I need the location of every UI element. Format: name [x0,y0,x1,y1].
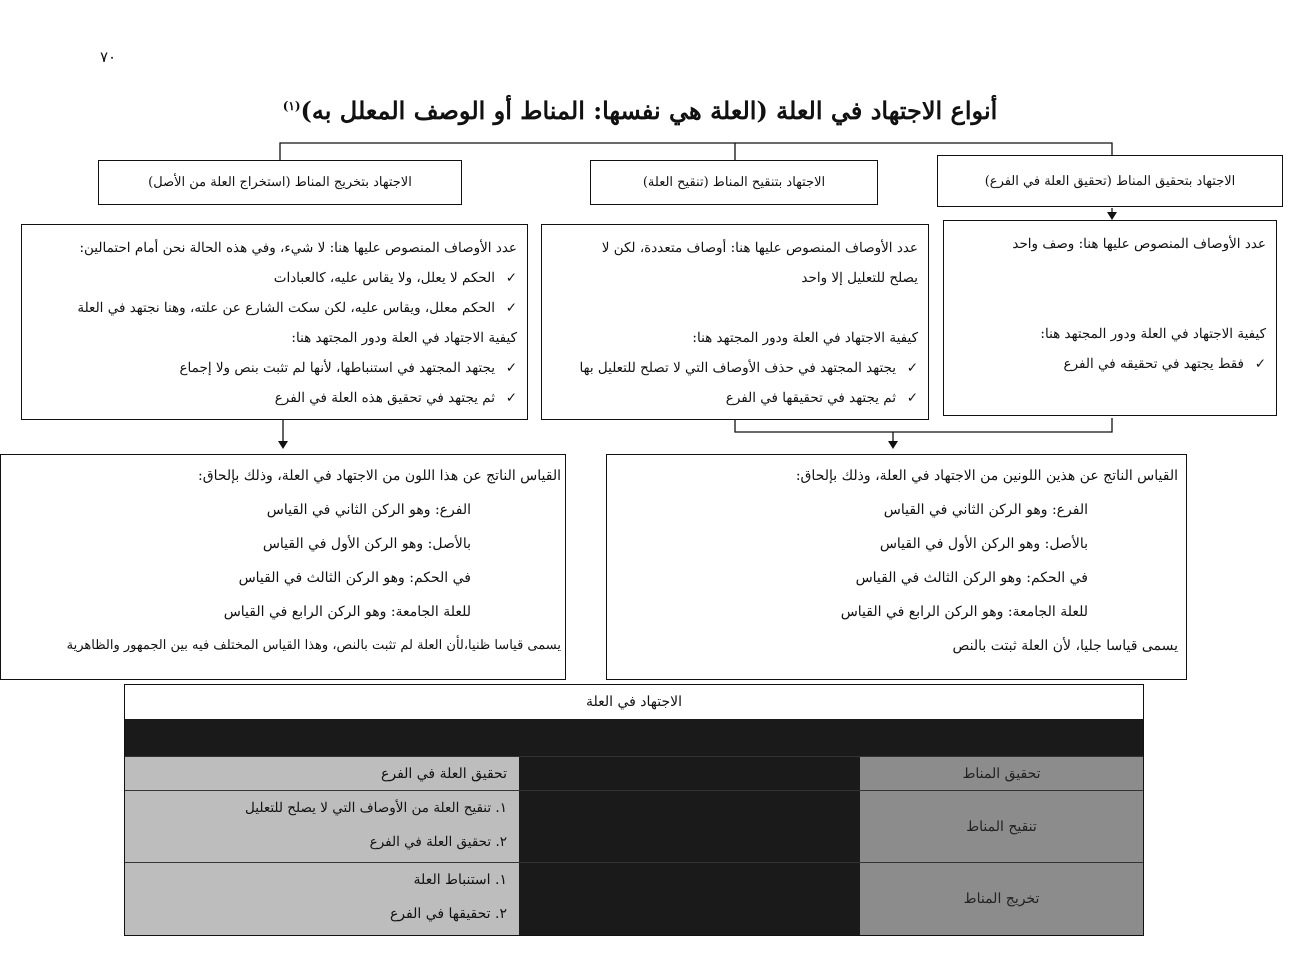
result-right-intro: القياس الناتج عن هذين اللونين من الاجتهاد في العلة، وذلك بإلحاق: [795,468,1178,484]
takhrij-item-2: ✓ثم يجتهد في تحقيق هذه العلة في الفرع [32,383,517,413]
header-tahqiq [937,155,1283,207]
result-left-line-2: بالأصل: وهو الركن الأول في القياس [262,536,471,552]
takhrij-option-1: ✓الحكم لا يعلل، ولا يقاس عليه، كالعبادات [32,263,517,293]
tahqiq-detail-box [943,220,1277,416]
result-right-line-3: في الحكم: وهو الركن الثالث في القياس [855,570,1088,586]
table-line: تحقيق العلة في الفرع [381,766,507,782]
title-text: أنواع الاجتهاد في العلة (العلة هي نفسها: المناط أو الوصف المعلل به) [300,96,998,125]
tanqih-how: كيفية الاجتهاد في العلة ودور المجتهد هنا: [692,330,918,346]
tahqiq-item: ✓فقط يجتهد في تحقيقه في الفرع [954,349,1266,379]
header-tanqih-text: الاجتهاد بتنقيح المناط (تنقيح العلة) [642,175,826,190]
takhrij-item-1: ✓يجتهد المجتهد في استنباطها، لأنها لم تثبت بنص ولا إجماع [32,353,517,383]
result-left-line-1: الفرع: وهو الركن الثاني في القياس [266,502,471,518]
result-right-line-4: للعلة الجامعة: وهو الركن الرابع في القياس [840,604,1088,620]
result-left-box [0,454,566,680]
table-row-content [125,791,519,863]
table-line: ٢. تحقيقها في الفرع [389,906,507,922]
result-right-line-2: بالأصل: وهو الركن الأول في القياس [879,536,1088,552]
result-right-box [606,454,1187,680]
result-left-conclusion: يسمى قياسا ظنيا،لأن العلة لم تثبت بالنص، وهذا القياس المختلف فيه بين الجمهور والظاهرية [66,638,561,653]
tanqih-item-2: ✓ثم يجتهد في تحقيقها في الفرع [552,383,918,413]
tanqih-count-2: يصلح للتعليل إلا واحد [801,270,918,286]
header-takhrij-text: الاجتهاد بتخريج المناط (استخراج العلة من الأصل) [148,175,412,190]
table-line: ١. استنباط العلة [413,872,507,888]
takhrij-option-2: ✓الحكم معلل، ويقاس عليه، لكن سكت الشارع عن علته، وهنا نجتهد في العلة [32,293,517,323]
check-icon: ✓ [505,360,517,376]
header-tanqih [590,160,878,205]
takhrij-how: كيفية الاجتهاد في العلة ودور المجتهد هنا: [291,330,517,346]
table-line: ١. تنقيح العلة من الأوصاف التي لا يصلح للتعليل [245,800,507,816]
arrowhead-left-result [278,441,288,449]
tanqih-item-1: ✓يجتهد المجتهد في حذف الأوصاف التي لا تصلح للتعليل بها [552,353,918,383]
table-row-content [125,863,519,935]
table-title: الاجتهاد في العلة [125,685,1143,720]
check-icon: ✓ [906,390,918,406]
summary-table [124,684,1144,936]
result-right-conclusion: يسمى قياسا جليا، لأن العلة ثبتت بالنص [952,638,1178,654]
tanqih-count-1: عدد الأوصاف المنصوص عليها هنا: أوصاف متعددة، لكن لا [601,240,918,256]
check-icon: ✓ [906,360,918,376]
header-takhrij [98,160,462,205]
table-row-content [125,757,519,791]
table-row-label: تنقيح المناط [860,791,1143,863]
bottom-bracket-line [735,418,1112,432]
header-tahqiq-text: الاجتهاد بتحقيق المناط (تحقيق العلة في الفرع) [984,173,1236,189]
arrowhead-tahqiq [1107,212,1117,220]
table-row-label: تحقيق المناط [860,757,1143,791]
tahqiq-how: كيفية الاجتهاد في العلة ودور المجتهد هنا: [1040,326,1266,342]
result-left-line-4: للعلة الجامعة: وهو الركن الرابع في القياس [223,604,471,620]
arrowhead-right-result [888,441,898,449]
title-footnote: (١) [282,99,301,113]
result-left-intro: القياس الناتج عن هذا اللون من الاجتهاد في العلة، وذلك بإلحاق: [198,468,561,484]
check-icon: ✓ [505,300,517,316]
check-icon: ✓ [505,270,517,286]
table-line: ٢. تحقيق العلة في الفرع [369,834,507,850]
check-icon: ✓ [505,390,517,406]
check-icon: ✓ [1254,356,1266,372]
takhrij-detail-box [21,224,528,420]
table-row-label: تخريج المناط [860,863,1143,935]
table-dark-cell [519,757,860,791]
tahqiq-count: عدد الأوصاف المنصوص عليها هنا: وصف واحد [1012,236,1266,252]
result-right-line-1: الفرع: وهو الركن الثاني في القياس [883,502,1088,518]
page-number: ٧٠ [100,48,117,66]
tanqih-detail-box [541,224,929,420]
takhrij-count: عدد الأوصاف المنصوص عليها هنا: لا شيء، وفي هذه الحالة نحن أمام احتمالين: [79,240,517,256]
table-dark-cell [519,863,860,935]
table-dark-band [125,719,1143,757]
table-dark-cell [519,791,860,863]
result-left-line-3: في الحكم: وهو الركن الثالث في القياس [238,570,471,586]
